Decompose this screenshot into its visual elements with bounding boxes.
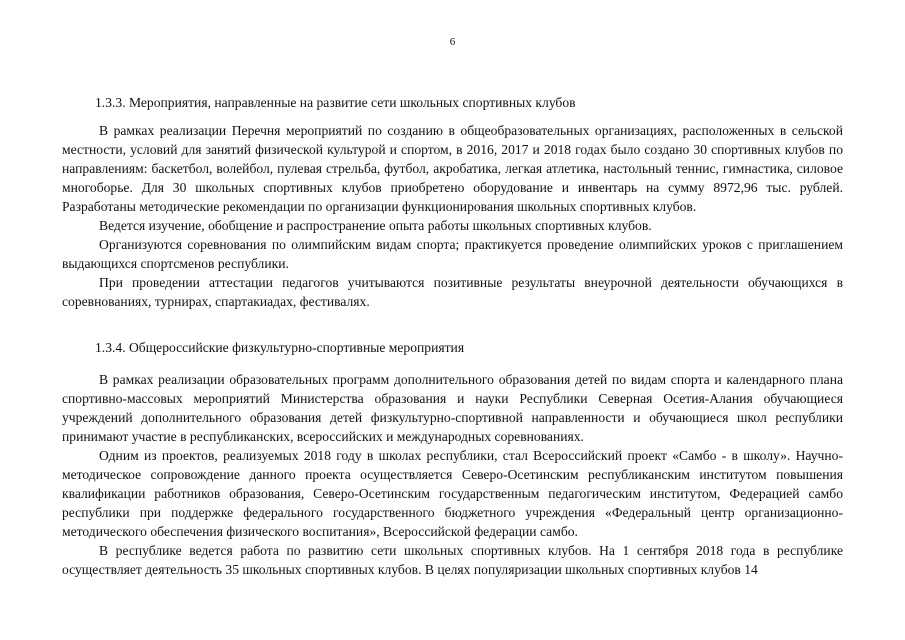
paragraph: В рамках реализации Перечня мероприятий по созданию в общеобразовательных организациях, расположенных в сельской местности, условий для занятий физической культурой и спортом, в 2016, 2017 и 2018 годах было создано 30 спортивных клубов по направлениям: баскетбол, волейбол, пулевая стрельба, футбол, акробатика, легкая атлетика, настольный теннис, гимнастика, силовое многоборье. Для 30 школьных спортивных клубов приобретено оборудование и инвентарь на сумму 8972,96 тыс. рублей. Разработаны методические рекомендации по организации функционирования школьных спортивных клубов. (62, 123, 843, 214)
section-heading-1-3-4: 1.3.4. Общероссийские физкультурно-спортивные мероприятия (95, 340, 465, 355)
paragraph: Одним из проектов, реализуемых 2018 году в школах республики, стал Всероссийский проект «Самбо - в школу». Научно-методическое сопровождение данного проекта осуществляется Северо-Осетинским республиканским институтом повышения квалификации работников образования, Северо-Осетинским государственным педагогическим институтом, Федерацией самбо республики при поддержке федерального государственного бюджетного учреждения «Федеральный центр организационно-методического обеспечения физического воспитания», Всероссийской федерации самбо. (62, 448, 843, 539)
document-body (62, 93, 843, 579)
paragraph: Организуются соревнования по олимпийским видам спорта; практикуется проведение олимпийских уроков с приглашением выдающихся спортсменов республики. (62, 237, 843, 271)
paragraph: В рамках реализации образовательных программ дополнительного образования детей по видам спорта и календарного плана спортивно-массовых мероприятий Министерства образования и науки Республики Северная Осетия-Алания обучающиеся учреждений дополнительного образования детей физкультурно-спортивной направленности и обучающиеся школ республики принимают участие в республиканских, всероссийских и международных соревнованиях. (62, 372, 843, 444)
section-heading-1-3-3: 1.3.3. Мероприятия, направленные на развитие сети школьных спортивных клубов (95, 95, 576, 110)
paragraph: При проведении аттестации педагогов учитываются позитивные результаты внеурочной деятельности обучающихся в соревнованиях, турнирах, спартакиадах, фестивалях. (62, 275, 843, 309)
paragraph: Ведется изучение, обобщение и распространение опыта работы школьных спортивных клубов. (99, 218, 652, 233)
paragraph: В республике ведется работа по развитию сети школьных спортивных клубов. На 1 сентября 2018 года в республике осуществляет деятельность 35 школьных спортивных клубов. В целях популяризации школьных спортивных клубов 14 (62, 543, 843, 577)
page-number: 6 (449, 36, 456, 48)
